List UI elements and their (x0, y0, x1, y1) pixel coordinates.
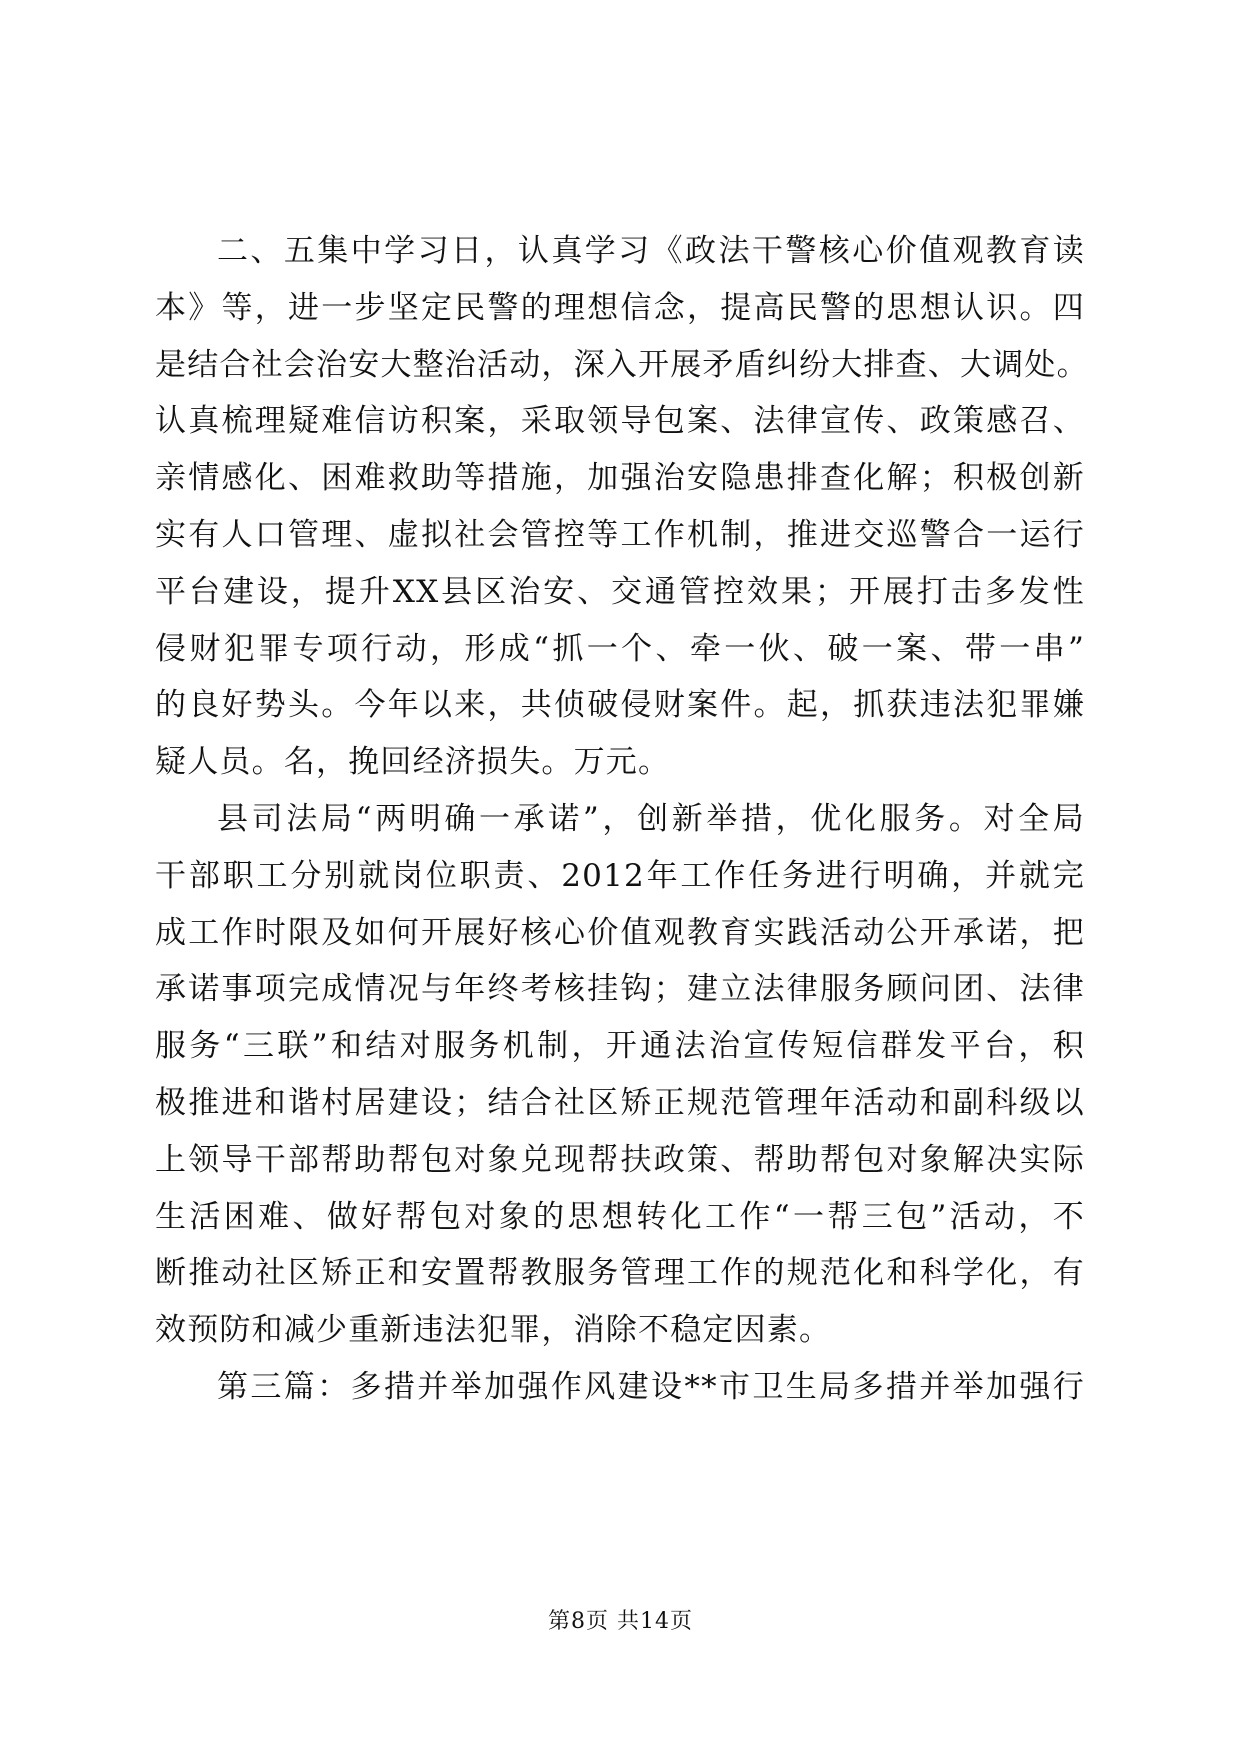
paragraph-1 (155, 223, 1089, 791)
text-line: 生活困难、做好帮包对象的思想转化工作“一帮三包”活动，不 (155, 1198, 1085, 1235)
page-number-label: 第8页 共14页 (548, 1609, 693, 1634)
text-line: 承诺事项完成情况与年终考核挂钩；建立法律服务顾问团、法律 (155, 971, 1085, 1008)
text-line: 亲情感化、困难救助等措施，加强治安隐患排查化解；积极创新 (155, 460, 1085, 497)
paragraph-2 (155, 791, 1085, 1359)
text-line: 服务“三联”和结对服务机制，开通法治宣传短信群发平台，积 (155, 1028, 1085, 1065)
text-line: 本》等，进一步坚定民警的理想信念，提高民警的思想认识。四 (155, 289, 1085, 326)
text-line: 成工作时限及如何开展好核心价值观教育实践活动公开承诺，把 (155, 914, 1085, 951)
text-line: 第三篇：多措并举加强作风建设**市卫生局多措并举加强行 (217, 1368, 1085, 1405)
text-line: 认真梳理疑难信访积案，采取领导包案、法律宣传、政策感召、 (155, 403, 1085, 440)
text-line: 干部职工分别就岗位职责、2012年工作任务进行明确，并就完 (155, 857, 1085, 894)
text-line: 疑人员。名，挽回经济损失。万元。 (155, 744, 671, 781)
text-line: 侵财犯罪专项行动，形成“抓一个、牵一伙、破一案、带一串” (155, 630, 1085, 667)
text-line: 的良好势头。今年以来，共侦破侵财案件。起，抓获违法犯罪嫌 (155, 687, 1085, 724)
text-line: 上领导干部帮助帮包对象兑现帮扶政策、帮助帮包对象解决实际 (155, 1141, 1085, 1178)
text-line: 县司法局“两明确一承诺”，创新举措，优化服务。对全局 (217, 800, 1085, 837)
text-line: 断推动社区矫正和安置帮教服务管理工作的规范化和科学化，有 (155, 1255, 1085, 1292)
page-footer (0, 1604, 1241, 1635)
text-line: 效预防和减少重新违法犯罪，消除不稳定因素。 (155, 1312, 832, 1349)
text-line: 极推进和谐村居建设；结合社区矫正规范管理年活动和副科级以 (155, 1084, 1085, 1121)
text-line: 平台建设，提升XX县区治安、交通管控效果；开展打击多发性 (155, 573, 1085, 610)
paragraph-3 (155, 1359, 1085, 1416)
text-line: 是结合社会治安大整治活动，深入开展矛盾纠纷大排查、大调处。 (155, 346, 1089, 383)
text-line: 二、五集中学习日，认真学习《政法干警核心价值观教育读 (217, 233, 1085, 269)
document-body (155, 223, 1089, 1416)
text-line: 实有人口管理、虚拟社会管控等工作机制，推进交巡警合一运行 (155, 516, 1085, 553)
